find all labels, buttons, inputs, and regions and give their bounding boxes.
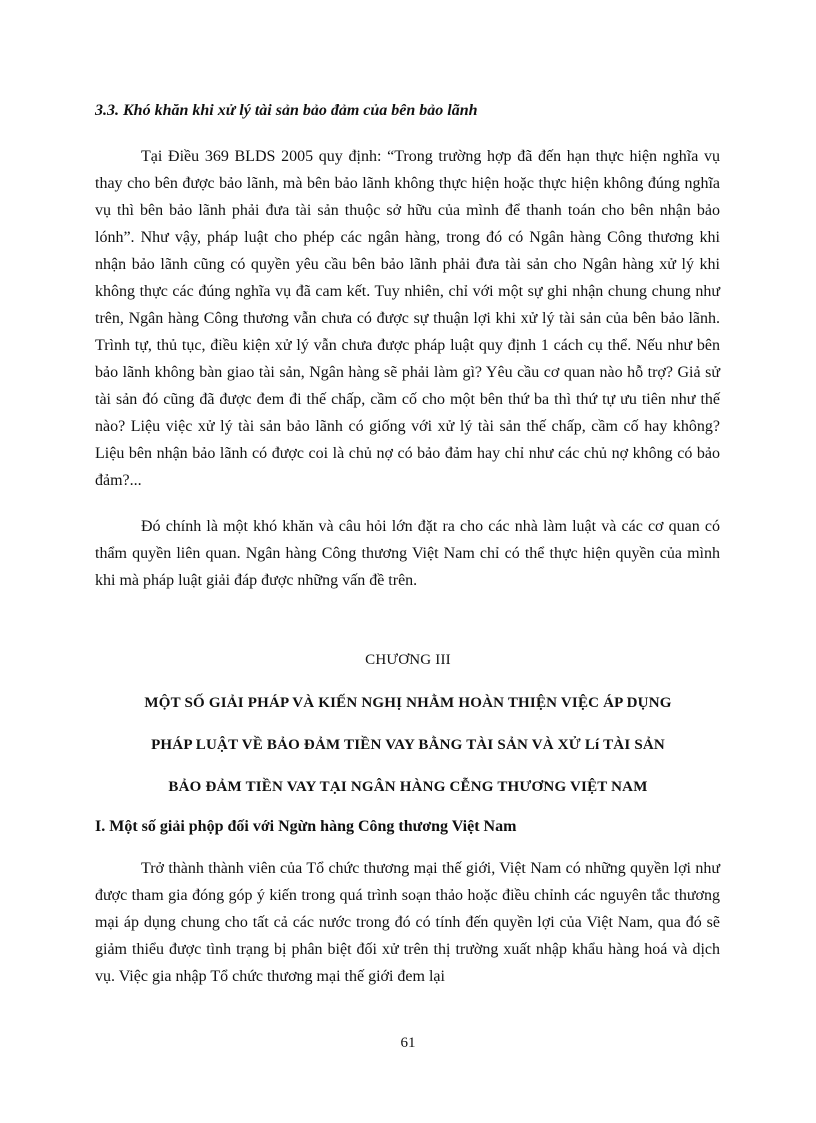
chapter-label: CHƯƠNG III (365, 652, 451, 668)
chapter-title-line-3: BẢO ĐẢM TIỀN VAY TẠI NGÂN HÀNG CỄNG THƯƠNG VIỆT NAM (168, 779, 648, 795)
chapter-title-line-1: MỘT SỐ GIẢI PHÁP VÀ KIẾN NGHỊ NHẰM HOÀN THIỆN VIỆC ÁP DỤNG (144, 695, 672, 711)
chapter-title-line-2: PHÁP LUẬT VỀ BẢO ĐẢM TIỀN VAY BẰNG TÀI SẢN VÀ XỬ Lí TÀI SẢN (151, 737, 665, 753)
body-paragraph-1: Tại Điều 369 BLDS 2005 quy định: “Trong trường hợp đã đến hạn thực hiện nghĩa vụ thay cho bên được bảo lãnh, mà bên bảo lãnh không thực hiện hoặc thực hiện không đúng nghĩa vụ thì bên bảo lãnh phải đưa tài sản thuộc sở hữu của mình để thanh toán cho bên nhận bảo lónh”. Như vậy, pháp luật cho phép các ngân hàng, trong đó có Ngân hàng Công thương khi nhận bảo lãnh cũng có quyền yêu cầu bên bảo lãnh phải đưa tài sản cho Ngân hàng xử lý khi không thực các đúng nghĩa vụ đã cam kết. Tuy nhiên, chỉ với một sự ghi nhận chung chung như trên, Ngân hàng Công thương vẫn chưa có được sự thuận lợi khi xử lý tài sản của bên bảo lãnh. Trình tự, thủ tục, điều kiện xử lý vẫn chưa được pháp luật quy định 1 cách cụ thể. Nếu như bên bảo lãnh không bàn giao tài sản, Ngân hàng sẽ phải làm gì? Yêu cầu cơ quan nào hỗ trợ? Giả sử tài sản đó cũng đã được đem đi thế chấp, cầm cố cho một bên thứ ba thì thứ tự ưu tiên như thế nào? Liệu việc xử lý tài sản bảo lãnh có giống với xử lý tài sản thế chấp, cầm cố hay không? Liệu bên nhận bảo lãnh có được coi là chủ nợ có bảo đảm hay chỉ như các chủ nợ không có bảo đảm?... (95, 148, 720, 489)
section-heading: 3.3. Khó khăn khi xử lý tài sản bảo đảm của bên bảo lãnh (95, 102, 478, 119)
subsection-heading: I. Một số giải phộp đối với Ngừn hàng Công thương Việt Nam (95, 818, 517, 835)
page-number: 61 (400, 1035, 416, 1051)
body-paragraph-2: Đó chính là một khó khăn và câu hỏi lớn đặt ra cho các nhà làm luật và các cơ quan có thẩm quyền liên quan. Ngân hàng Công thương Việt Nam chỉ có thể thực hiện quyền của mình khi mà pháp luật giải đáp được những vấn đề trên. (95, 518, 720, 589)
body-paragraph-3: Trở thành thành viên của Tổ chức thương mại thế giới, Việt Nam có những quyền lợi như được tham gia đóng góp ý kiến trong quá trình soạn thảo hoặc điều chỉnh các nguyên tắc thương mại áp dụng chung cho tất cả các nước trong đó có tính đến quyền lợi của Việt Nam, qua đó sẽ giảm thiểu được tình trạng bị phân biệt đối xử trên thị trường xuất nhập khẩu hàng hoá và dịch vụ. Việc gia nhập Tổ chức thương mại thế giới đem lại (95, 860, 720, 985)
